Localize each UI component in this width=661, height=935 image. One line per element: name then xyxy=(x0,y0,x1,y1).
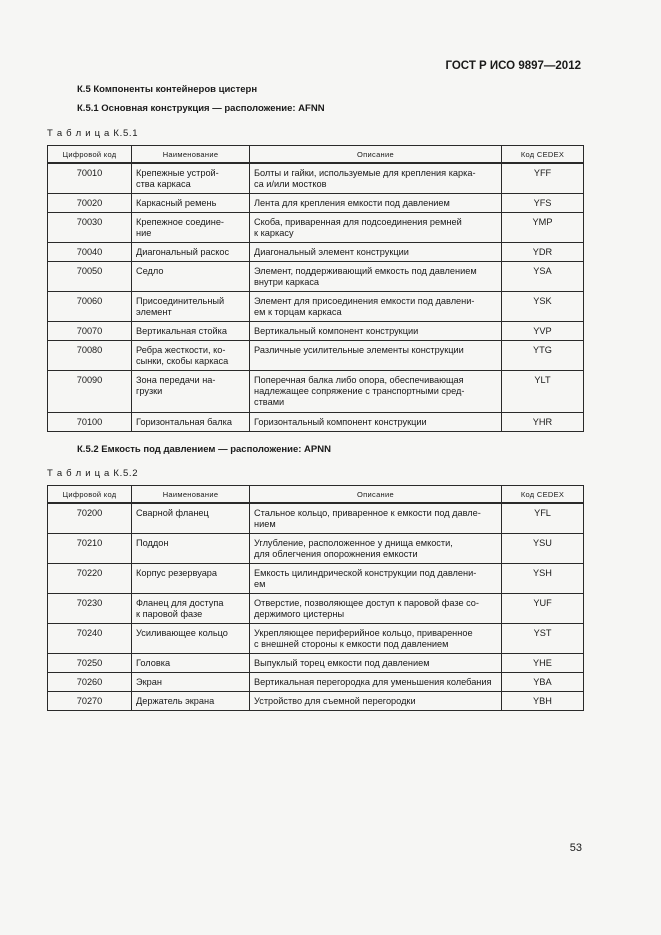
cell-description: Лента для крепления емкости под давлением xyxy=(250,194,502,213)
cell-cedex: YSU xyxy=(502,534,584,564)
column-header-code: Цифровой код xyxy=(48,486,132,504)
page-number: 53 xyxy=(569,842,582,854)
column-header-code: Цифровой код xyxy=(48,146,132,164)
table-row xyxy=(48,413,584,432)
cell-cedex: YBA xyxy=(502,673,584,692)
cell-name: Экран xyxy=(132,673,250,692)
table-row xyxy=(48,322,584,341)
table-row xyxy=(48,194,584,213)
table-row xyxy=(48,624,584,654)
table-row xyxy=(48,692,584,711)
cell-cedex: YFF xyxy=(502,163,584,194)
cell-code: 70050 xyxy=(48,262,132,292)
column-header-name: Наименование xyxy=(132,486,250,504)
cell-cedex: YST xyxy=(502,624,584,654)
cell-cedex: YMP xyxy=(502,213,584,243)
table2-caption: Т а б л и ц а К.5.2 xyxy=(47,468,139,479)
cell-code: 70240 xyxy=(48,624,132,654)
column-header-cedex: Код CEDEX xyxy=(502,146,584,164)
document-header: ГОСТ Р ИСО 9897—2012 xyxy=(445,60,581,72)
table-row xyxy=(48,371,584,413)
cell-cedex: YHE xyxy=(502,654,584,673)
cell-code: 70230 xyxy=(48,594,132,624)
table-row xyxy=(48,262,584,292)
cell-name: Крепежные устрой- ства каркаса xyxy=(132,163,250,194)
cell-name: Каркасный ремень xyxy=(132,194,250,213)
cell-description: Емкость цилиндрической конструкции под давлени- ем xyxy=(250,564,502,594)
table-row xyxy=(48,594,584,624)
cell-cedex: YBH xyxy=(502,692,584,711)
cell-code: 70070 xyxy=(48,322,132,341)
cell-name: Присоединительный элемент xyxy=(132,292,250,322)
table-row xyxy=(48,534,584,564)
cell-name: Фланец для доступа к паровой фазе xyxy=(132,594,250,624)
table-row xyxy=(48,341,584,371)
table2-body xyxy=(48,503,584,711)
section-heading-k51: К.5.1 Основная конструкция — расположение: AFNN xyxy=(77,103,325,114)
cell-cedex: YTG xyxy=(502,341,584,371)
cell-code: 70060 xyxy=(48,292,132,322)
cell-name: Седло xyxy=(132,262,250,292)
cell-name: Держатель экрана xyxy=(132,692,250,711)
column-header-name: Наименование xyxy=(132,146,250,164)
table-row xyxy=(48,213,584,243)
cell-code: 70080 xyxy=(48,341,132,371)
cell-description: Укрепляющее периферийное кольцо, приваренное с внешней стороны к емкости под давлением xyxy=(250,624,502,654)
table-header-row xyxy=(48,486,584,504)
cell-description: Болты и гайки, используемые для крепления карка- са и/или мостков xyxy=(250,163,502,194)
cell-description: Элемент для присоединения емкости под давлени- ем к торцам каркаса xyxy=(250,292,502,322)
cell-cedex: YLT xyxy=(502,371,584,413)
cell-code: 70090 xyxy=(48,371,132,413)
cell-description: Отверстие, позволяющее доступ к паровой фазе со- держимого цистерны xyxy=(250,594,502,624)
cell-description: Поперечная балка либо опора, обеспечивающая надлежащее сопряжение с транспортными сред- ствами xyxy=(250,371,502,413)
cell-code: 70270 xyxy=(48,692,132,711)
cell-name: Головка xyxy=(132,654,250,673)
cell-name: Усиливающее кольцо xyxy=(132,624,250,654)
cell-description: Выпуклый торец емкости под давлением xyxy=(250,654,502,673)
cell-description: Устройство для съемной перегородки xyxy=(250,692,502,711)
cell-name: Ребра жесткости, ко- сынки, скобы каркаса xyxy=(132,341,250,371)
cell-cedex: YDR xyxy=(502,243,584,262)
cell-description: Скоба, приваренная для подсоединения ремней к каркасу xyxy=(250,213,502,243)
table-row xyxy=(48,292,584,322)
table1-caption: Т а б л и ц а К.5.1 xyxy=(47,128,139,139)
table-row xyxy=(48,243,584,262)
column-header-description: Описание xyxy=(250,146,502,164)
cell-name: Диагональный раскос xyxy=(132,243,250,262)
cell-code: 70100 xyxy=(48,413,132,432)
table-row xyxy=(48,163,584,194)
cell-description: Элемент, поддерживающий емкость под давлением внутри каркаса xyxy=(250,262,502,292)
cell-description: Углубление, расположенное у днища емкости, для облегчения опорожнения емкости xyxy=(250,534,502,564)
cell-code: 70260 xyxy=(48,673,132,692)
cell-code: 70200 xyxy=(48,503,132,534)
cell-code: 70040 xyxy=(48,243,132,262)
cell-cedex: YSK xyxy=(502,292,584,322)
cell-code: 70010 xyxy=(48,163,132,194)
cell-name: Поддон xyxy=(132,534,250,564)
table-row xyxy=(48,673,584,692)
table1-body xyxy=(48,163,584,432)
section-heading-k52: К.5.2 Емкость под давлением — расположение: APNN xyxy=(77,444,331,455)
cell-cedex: YVP xyxy=(502,322,584,341)
cell-cedex: YUF xyxy=(502,594,584,624)
cell-cedex: YFL xyxy=(502,503,584,534)
cell-description: Вертикальный компонент конструкции xyxy=(250,322,502,341)
cell-code: 70210 xyxy=(48,534,132,564)
cell-name: Сварной фланец xyxy=(132,503,250,534)
section-heading-k5: К.5 Компоненты контейнеров цистерн xyxy=(77,84,258,95)
cell-name: Вертикальная стойка xyxy=(132,322,250,341)
cell-cedex: YFS xyxy=(502,194,584,213)
cell-code: 70220 xyxy=(48,564,132,594)
table-k52 xyxy=(47,485,584,711)
column-header-cedex: Код CEDEX xyxy=(502,486,584,504)
table-k51 xyxy=(47,145,584,432)
cell-description: Вертикальная перегородка для уменьшения колебания xyxy=(250,673,502,692)
cell-code: 70030 xyxy=(48,213,132,243)
cell-description: Различные усилительные элементы конструкции xyxy=(250,341,502,371)
cell-description: Стальное кольцо, приваренное к емкости под давле- нием xyxy=(250,503,502,534)
cell-name: Зона передачи на- грузки xyxy=(132,371,250,413)
cell-cedex: YSH xyxy=(502,564,584,594)
table-row xyxy=(48,564,584,594)
table-row xyxy=(48,654,584,673)
table-row xyxy=(48,503,584,534)
cell-description: Горизонтальный компонент конструкции xyxy=(250,413,502,432)
cell-description: Диагональный элемент конструкции xyxy=(250,243,502,262)
cell-code: 70250 xyxy=(48,654,132,673)
cell-name: Корпус резервуара xyxy=(132,564,250,594)
table-header-row xyxy=(48,146,584,164)
cell-cedex: YHR xyxy=(502,413,584,432)
cell-name: Крепежное соедине- ние xyxy=(132,213,250,243)
column-header-description: Описание xyxy=(250,486,502,504)
cell-name: Горизонтальная балка xyxy=(132,413,250,432)
cell-cedex: YSA xyxy=(502,262,584,292)
cell-code: 70020 xyxy=(48,194,132,213)
